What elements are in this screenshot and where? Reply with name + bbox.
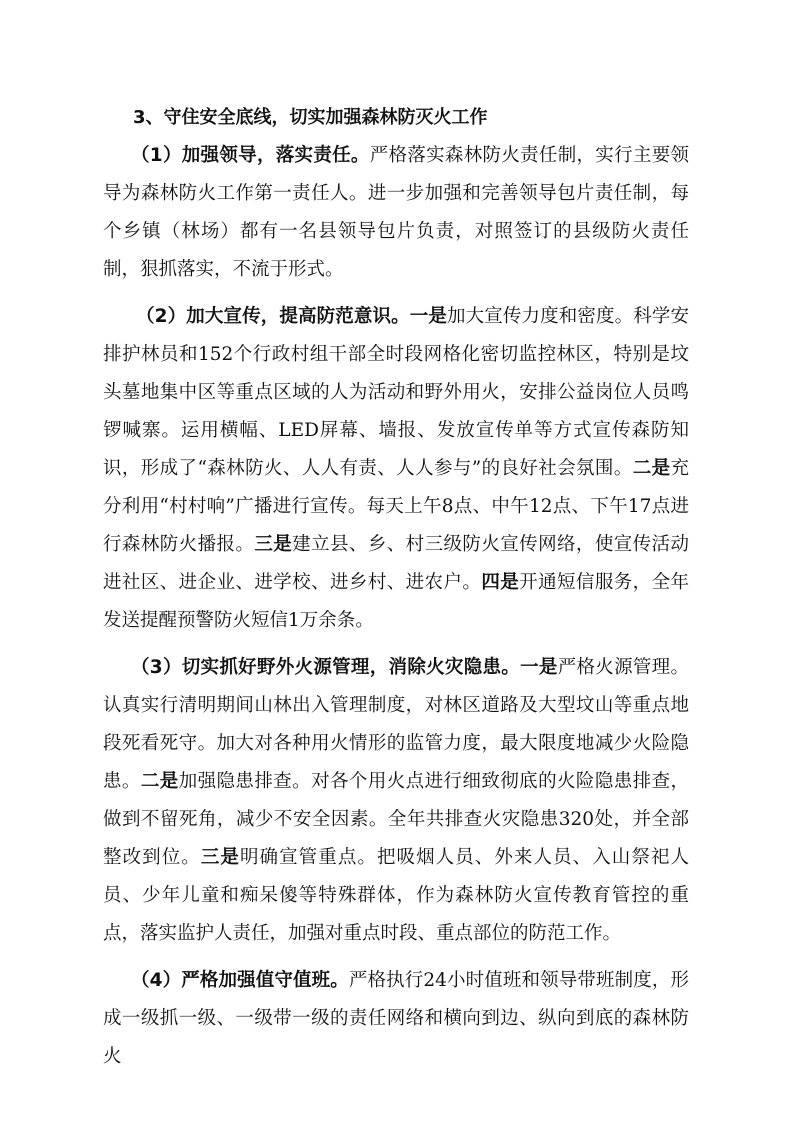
paragraph-fire-source <box>103 649 689 953</box>
item-marker: 二是 <box>632 458 671 479</box>
paragraph-lead: （3）切实抓好野外火源管理，消除火灾隐患。 <box>131 657 521 678</box>
item-marker: 三是 <box>200 847 240 868</box>
item-text: 开通短信服务，全年发送提醒预警防火短信1万余条。 <box>103 572 689 631</box>
paragraph-text: 严格执行24小时值班和领导带班制度，形成一级抓一级、一级带一级的责任网络和横向到边、纵向到底的森林防火 <box>103 970 689 1067</box>
item-text: 建立县、乡、村三级防火宣传网络，使宣传活动进社区、进企业、进学校、进乡村、进农户。 <box>103 534 689 593</box>
paragraph-leadership <box>103 137 689 289</box>
item-marker: 一是 <box>409 306 447 327</box>
item-text: 加大宣传力度和密度。科学安排护林员和152个行政村组干部全时段网格化密切监控林区，特别是坟头墓地集中区等重点区域的人为活动和野外用火，安排公益岗位人员鸣锣喊寨。运用横幅、LED屏幕、墙报、发放宣传单等方式宣传森防知识，形成了“森林防火、人人有责、人人参与”的良好社会氛围。 <box>103 306 689 479</box>
paragraph-text: 严格落实森林防火责任制，实行主要领导为森林防火工作第一责任人。进一步加强和完善领导包片责任制，每个乡镇（林场）都有一名县领导包片负责，对照签订的县级防火责任制，狠抓落实，不流于形式。 <box>103 145 689 280</box>
item-text: 严格火源管理。认真实行清明期间山林出入管理制度，对林区道路及大型坟山等重点地段死看死守。加大对各种用火情形的监管力度，最大限度地减少火险隐患。 <box>103 657 689 792</box>
item-marker: 三是 <box>254 534 293 555</box>
item-marker: 二是 <box>140 771 179 792</box>
item-marker: 四是 <box>481 572 520 593</box>
document-page <box>103 99 689 1085</box>
paragraph-duty <box>103 962 689 1076</box>
section-heading: 3、守住安全底线，切实加强森林防灭火工作 <box>133 107 488 128</box>
item-text: 充分利用“村村响”广播进行宣传。每天上午8点、中午12点、下午17点进行森林防火播报。 <box>103 458 689 555</box>
paragraph-publicity <box>103 298 689 640</box>
paragraph-lead: （4）严格加强值守值班。 <box>131 970 349 991</box>
item-text: 加强隐患排查。对各个用火点进行细致彻底的火险隐患排查，做到不留死角，减少不安全因素。全年共排查火灾隐患320处，并全部整改到位。 <box>103 771 689 868</box>
paragraph-lead: （1）加强领导，落实责任。 <box>131 145 370 166</box>
item-marker: 一是 <box>520 657 558 678</box>
paragraph-lead: （2）加大宣传，提高防范意识。 <box>136 306 410 327</box>
item-text: 明确宣管重点。把吸烟人员、外来人员、入山祭祀人员、少年儿童和痴呆傻等特殊群体，作为森林防火宣传教育管控的重点，落实监护人责任，加强对重点时段、重点部位的防范工作。 <box>103 847 689 944</box>
